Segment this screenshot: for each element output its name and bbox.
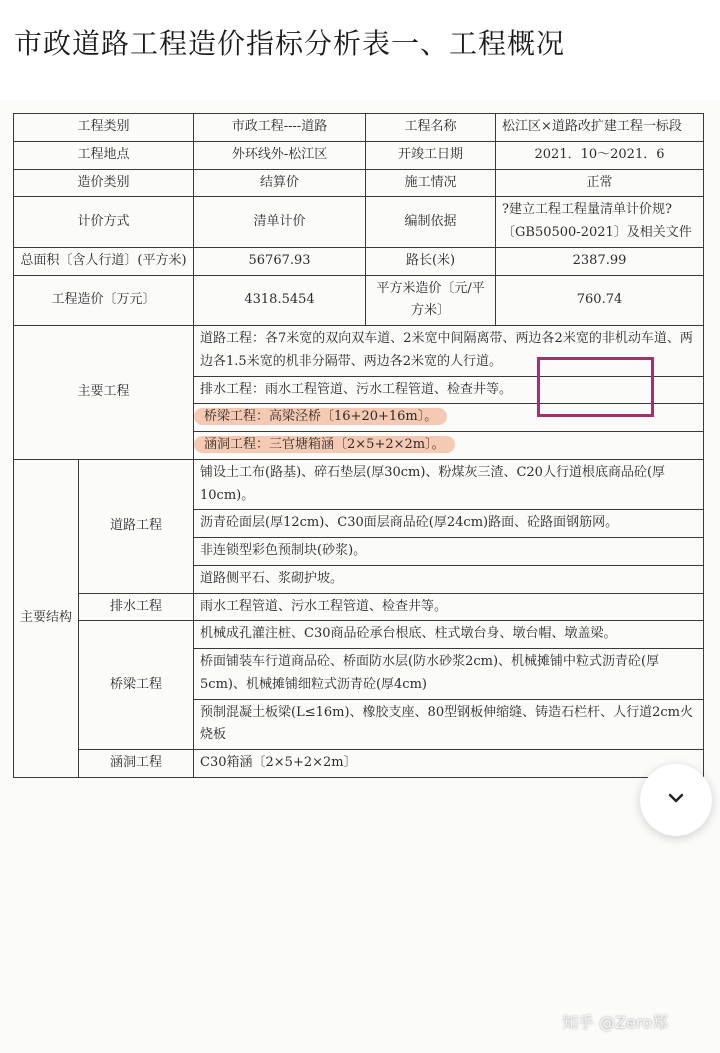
table-row — [14, 247, 704, 275]
label-construction-status: 施工情况 — [366, 169, 496, 197]
label-pricing-method: 计价方式 — [14, 197, 194, 248]
label-project-type: 工程类别 — [14, 114, 194, 142]
label-project-cost: 工程造价〔万元〕 — [14, 275, 194, 326]
main-works-road: 道路工程：各7米宽的双向双车道、2米宽中间隔离带、两边各2米宽的非机动车道、两边各1.5米宽的机非分隔带、两边各2米宽的人行道。 — [194, 326, 704, 377]
label-total-area: 总面积〔含人行道〕(平方米) — [14, 247, 194, 275]
value-total-area: 56767.93 — [194, 247, 366, 275]
watermark: 知乎 @Zero郑 — [562, 1013, 668, 1032]
label-road-length: 路长(米) — [366, 247, 496, 275]
table-row — [14, 275, 704, 326]
label-dates: 开竣工日期 — [366, 141, 496, 169]
label-basis: 编制依据 — [366, 197, 496, 248]
main-works-culvert-cell — [194, 432, 704, 460]
label-project-name: 工程名称 — [366, 114, 496, 142]
table-row — [14, 141, 704, 169]
value-project-cost: 4318.5454 — [194, 275, 366, 326]
structure-bridge-3: 预制混凝土板梁(L≤16m)、橡胶支座、80型钢板伸缩缝、铸造石栏杆、人行道2cm火烧板 — [194, 699, 704, 750]
structure-group-culvert: 涵洞工程 — [79, 750, 194, 778]
table-row — [14, 750, 704, 778]
structure-road-3: 非连锁型彩色预制块(砂浆)。 — [194, 538, 704, 566]
value-basis: ?建立工程工程量清单计价规?〔GB50500-2021〕及相关文件 — [496, 197, 704, 248]
structure-group-drainage: 排水工程 — [79, 593, 194, 621]
table-row — [14, 621, 704, 649]
table-row — [14, 169, 704, 197]
page-title: 市政道路工程造价指标分析表一、工程概况 — [14, 27, 566, 60]
structure-drainage-1: 雨水工程管道、污水工程管道、检查井等。 — [194, 593, 704, 621]
main-works-drainage: 排水工程：雨水工程管道、污水工程管道、检查井等。 — [194, 376, 704, 404]
value-unit-cost: 760.74 — [496, 275, 704, 326]
table-row — [14, 593, 704, 621]
structure-bridge-1: 机械成孔灌注桩、C30商品砼承台根底、柱式墩台身、墩台帽、墩盖梁。 — [194, 621, 704, 649]
scroll-down-button[interactable] — [640, 764, 712, 836]
structure-bridge-2: 桥面铺装车行道商品砼、桥面防水层(防水砂浆2cm)、机械摊铺中粒式沥青砼(厚5cm)、机械摊铺细粒式沥青砼(厚4cm) — [194, 649, 704, 700]
value-project-type: 市政工程----道路 — [194, 114, 366, 142]
main-works-bridge: 桥梁工程：高梁泾桥〔16+20+16m〕。 — [194, 408, 447, 425]
table-row — [14, 459, 704, 510]
label-unit-cost: 平方米造价〔元/平方米〕 — [366, 275, 496, 326]
value-road-length: 2387.99 — [496, 247, 704, 275]
label-main-structure: 主要结构 — [14, 459, 79, 777]
unit-cost-highlight-box — [537, 357, 654, 417]
main-works-culvert: 涵洞工程：三官塘箱涵〔2×5+2×2m〕。 — [194, 436, 455, 453]
structure-road-4: 道路侧平石、浆砌护坡。 — [194, 565, 704, 593]
value-cost-type: 结算价 — [194, 169, 366, 197]
value-location: 外环线外-松江区 — [194, 141, 366, 169]
label-cost-type: 造价类别 — [14, 169, 194, 197]
value-construction-status: 正常 — [496, 169, 704, 197]
structure-group-bridge: 桥梁工程 — [79, 621, 194, 750]
structure-group-road: 道路工程 — [79, 459, 194, 593]
value-dates: 2021．10～2021．6 — [496, 141, 704, 169]
cost-index-table — [13, 113, 704, 778]
value-project-name: 松江区×道路改扩建工程一标段 — [496, 114, 704, 142]
label-location: 工程地点 — [14, 141, 194, 169]
structure-road-1: 铺设土工布(路基)、碎石垫层(厚30cm)、粉煤灰三渣、C20人行道根底商品砼(厚10cm)。 — [194, 459, 704, 510]
table-row — [14, 114, 704, 142]
structure-culvert-1: C30箱涵〔2×5+2×2m〕 — [194, 750, 704, 778]
table-row — [14, 197, 704, 248]
label-main-works: 主要工程 — [14, 326, 194, 460]
structure-road-2: 沥青砼面层(厚12cm)、C30面层商品砼(厚24cm)路面、砼路面钢筋网。 — [194, 510, 704, 538]
value-pricing-method: 清单计价 — [194, 197, 366, 248]
chevron-down-icon — [664, 786, 688, 814]
